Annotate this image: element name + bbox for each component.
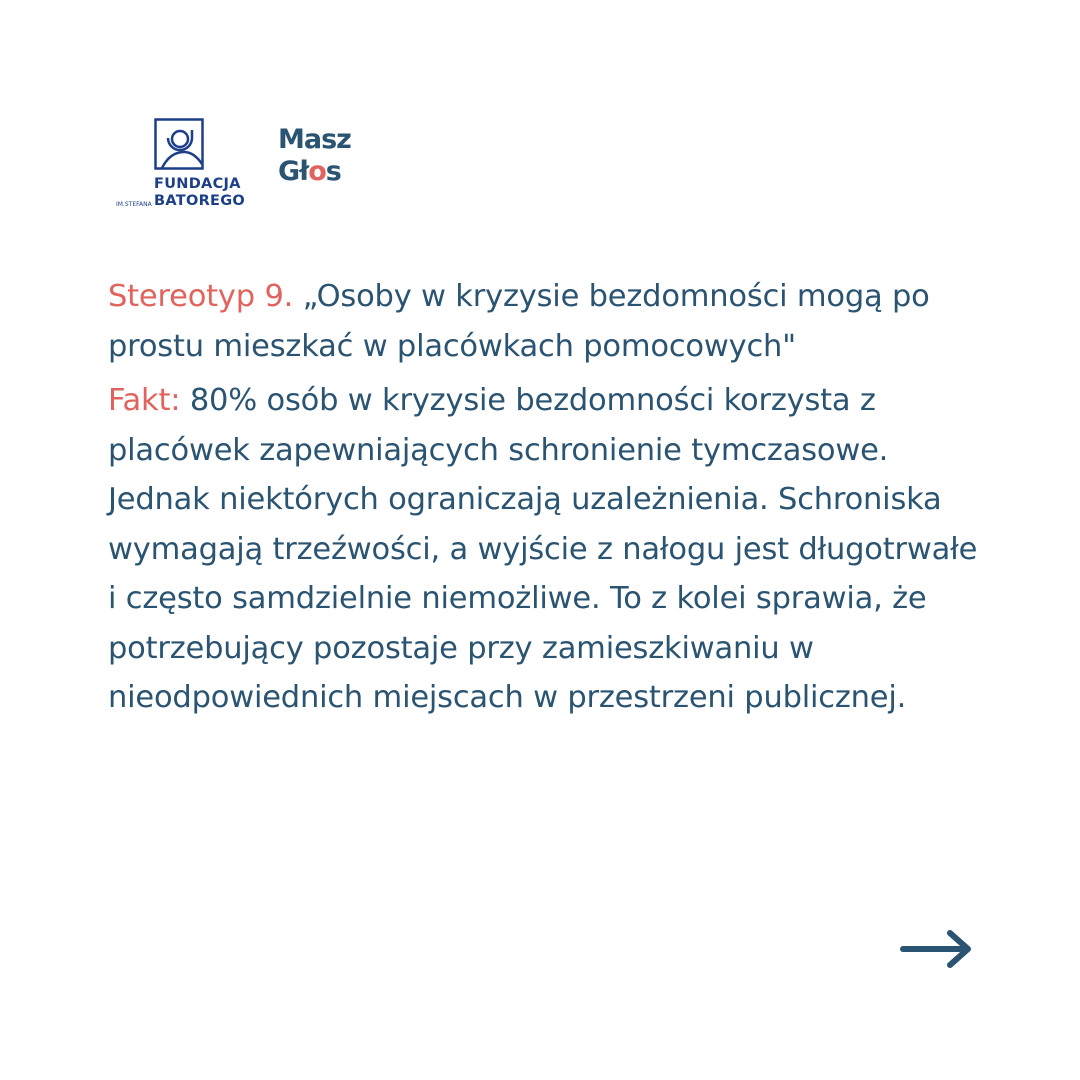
fact-label: Fakt:: [108, 383, 181, 418]
batorego-text: BATOREGO: [154, 193, 246, 209]
masz-text: Masz: [278, 124, 351, 155]
glos-prefix: Gł: [278, 156, 309, 187]
glos-accent-letter: o: [308, 156, 326, 187]
stereotype-paragraph: [108, 272, 988, 371]
stereotype-text: „Osoby w kryzysie bezdomności mogą po prostu mieszkać w placówkach pomocowych": [108, 279, 930, 364]
fact-paragraph: [108, 376, 988, 723]
fundacja-batorego-mark-icon: [154, 118, 204, 170]
fundacja-text: FUNDACJA: [154, 176, 241, 192]
fact-text: 80% osób w kryzysie bezdomności korzysta z placówek zapewniających schronienie tymczasowe. Jednak niektórych ograniczają uzależnienia. Schroniska wymagają trzeźwości, a wyjście z nałogu jest długotrwałe i często samdzielnie niemożliwe. To z kolei sprawia, że potrzebujący pozostaje przy zamieszkiwaniu w nieodpowiednich miejscach w przestrzeni publicznej.: [108, 383, 978, 715]
im-stefana-text: IM.STEFANA: [116, 201, 152, 208]
arrow-right-icon[interactable]: [900, 928, 974, 970]
glos-suffix: s: [325, 156, 341, 187]
masz-glos-logo: [278, 124, 378, 204]
logos: [116, 118, 376, 218]
glos-text: [278, 156, 341, 187]
main-content: [108, 272, 988, 723]
stereotype-label: Stereotyp 9.: [108, 279, 294, 314]
fundacja-batorego-logo: [116, 118, 246, 214]
